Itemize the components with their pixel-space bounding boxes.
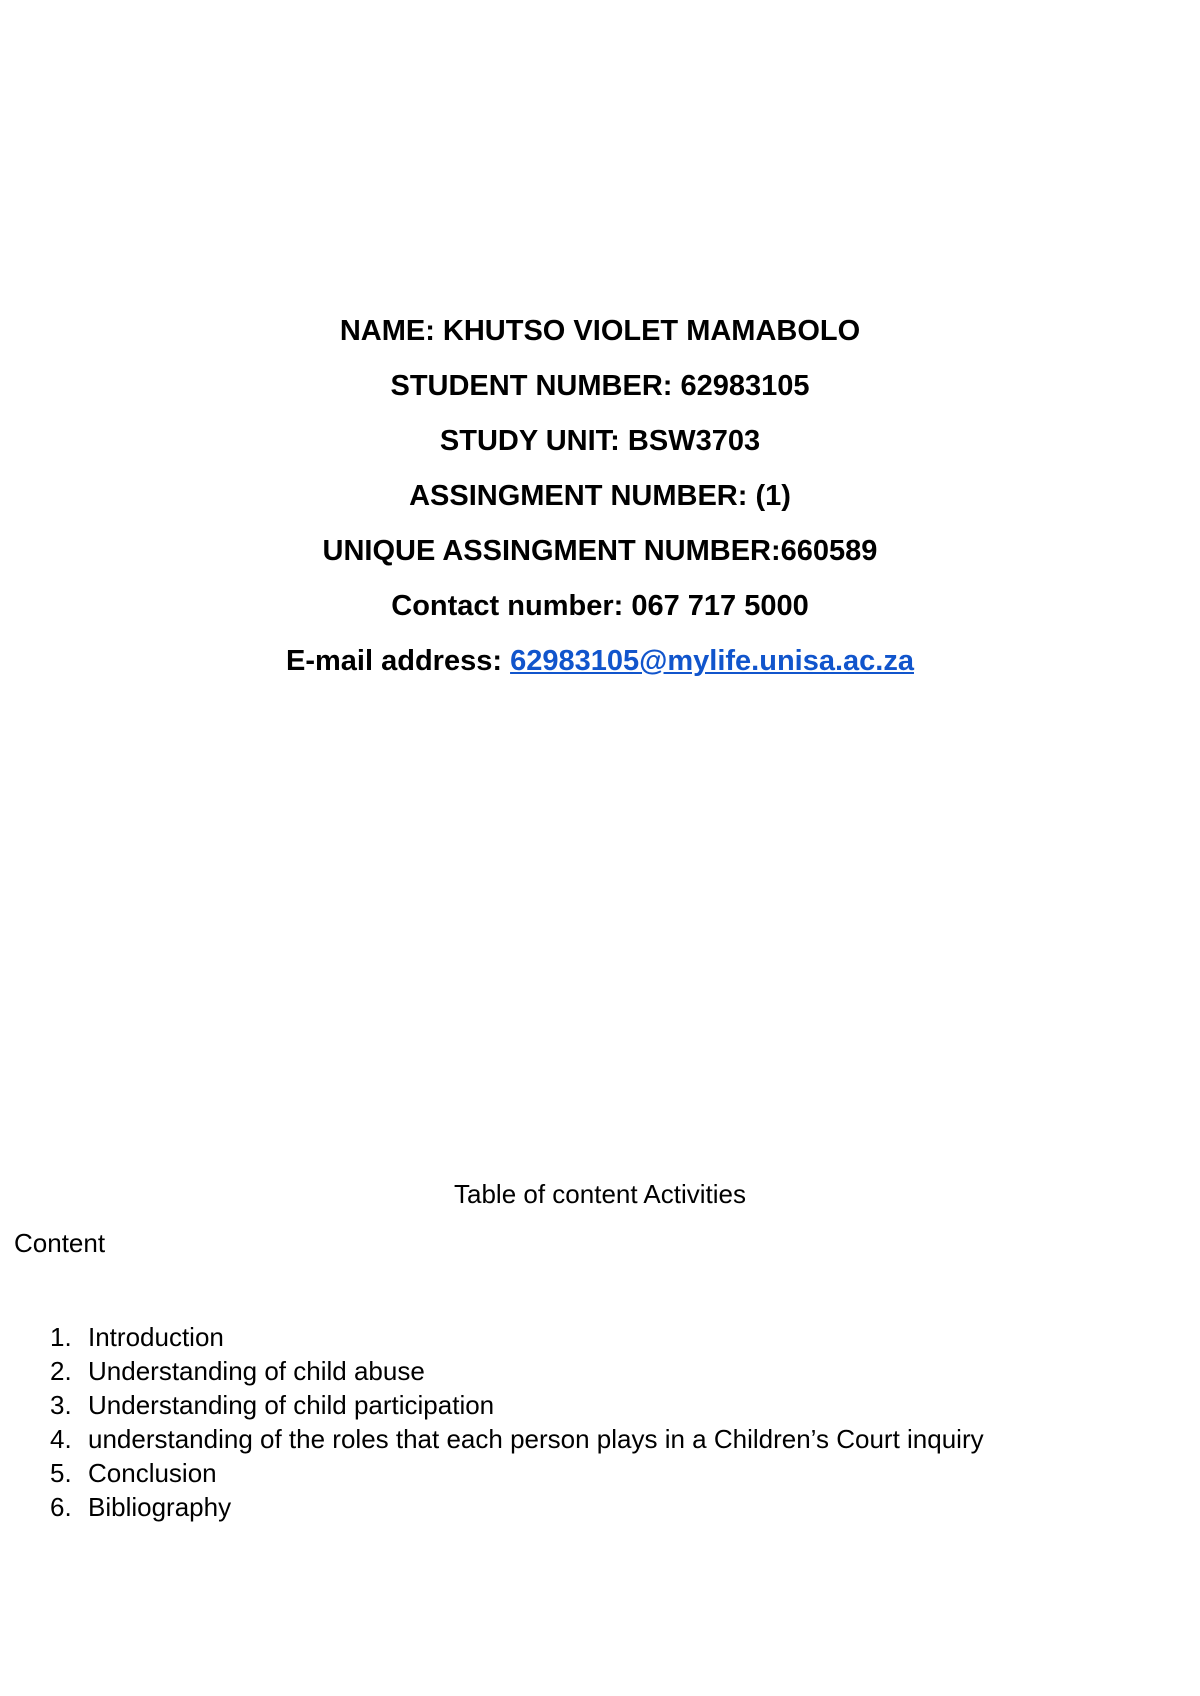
name-value: KHUTSO VIOLET MAMABOLO — [442, 315, 861, 347]
toc-item — [50, 1456, 984, 1490]
toc-item-label: Understanding of child abuse — [88, 1356, 425, 1386]
student-number-label: STUDENT NUMBER: — [390, 370, 673, 402]
toc-item-number: 2. — [50, 1356, 72, 1386]
student-number-value: 62983105 — [680, 370, 810, 402]
content-label: Content — [14, 1228, 106, 1258]
toc-item — [50, 1320, 984, 1354]
study-unit-label: STUDY UNIT: — [439, 425, 620, 457]
toc-item — [50, 1490, 984, 1524]
toc-item-label: Conclusion — [88, 1458, 217, 1488]
assignment-number-line — [0, 481, 1200, 511]
toc-item — [50, 1422, 984, 1456]
toc-item-label: understanding of the roles that each person plays in a Children’s Court inquiry — [88, 1424, 984, 1454]
contact-label: Contact number: — [391, 590, 624, 622]
assignment-number-value: (1) — [755, 480, 791, 512]
toc-item-number: 6. — [50, 1492, 72, 1522]
toc-item-number: 1. — [50, 1322, 72, 1352]
contact-line — [0, 591, 1200, 621]
toc-item-label: Understanding of child participation — [88, 1390, 495, 1420]
email-line — [0, 646, 1200, 676]
toc-item — [50, 1388, 984, 1422]
email-label: E-mail address: — [286, 645, 502, 677]
toc-item-number: 3. — [50, 1390, 72, 1420]
name-label: NAME: — [339, 315, 435, 347]
name-line — [0, 316, 1200, 346]
toc-item-label: Introduction — [88, 1322, 224, 1352]
student-number-line — [0, 371, 1200, 401]
unique-assignment-line — [0, 536, 1200, 566]
study-unit-line — [0, 426, 1200, 456]
email-link[interactable]: 62983105@mylife.unisa.ac.za — [510, 645, 914, 677]
toc-item-label: Bibliography — [88, 1492, 232, 1522]
toc-heading: Table of content Activities — [454, 1179, 746, 1209]
unique-assignment-label: UNIQUE ASSINGMENT NUMBER: — [322, 535, 781, 567]
toc-item — [50, 1354, 984, 1388]
cover-block — [0, 316, 1200, 701]
toc-item-number: 4. — [50, 1424, 72, 1454]
unique-assignment-value: 660589 — [780, 535, 878, 567]
assignment-number-label: ASSINGMENT NUMBER: — [409, 480, 748, 512]
study-unit-value: BSW3703 — [627, 425, 761, 457]
toc-list — [50, 1320, 984, 1524]
toc-item-number: 5. — [50, 1458, 72, 1488]
contact-value: 067 717 5000 — [631, 590, 809, 622]
